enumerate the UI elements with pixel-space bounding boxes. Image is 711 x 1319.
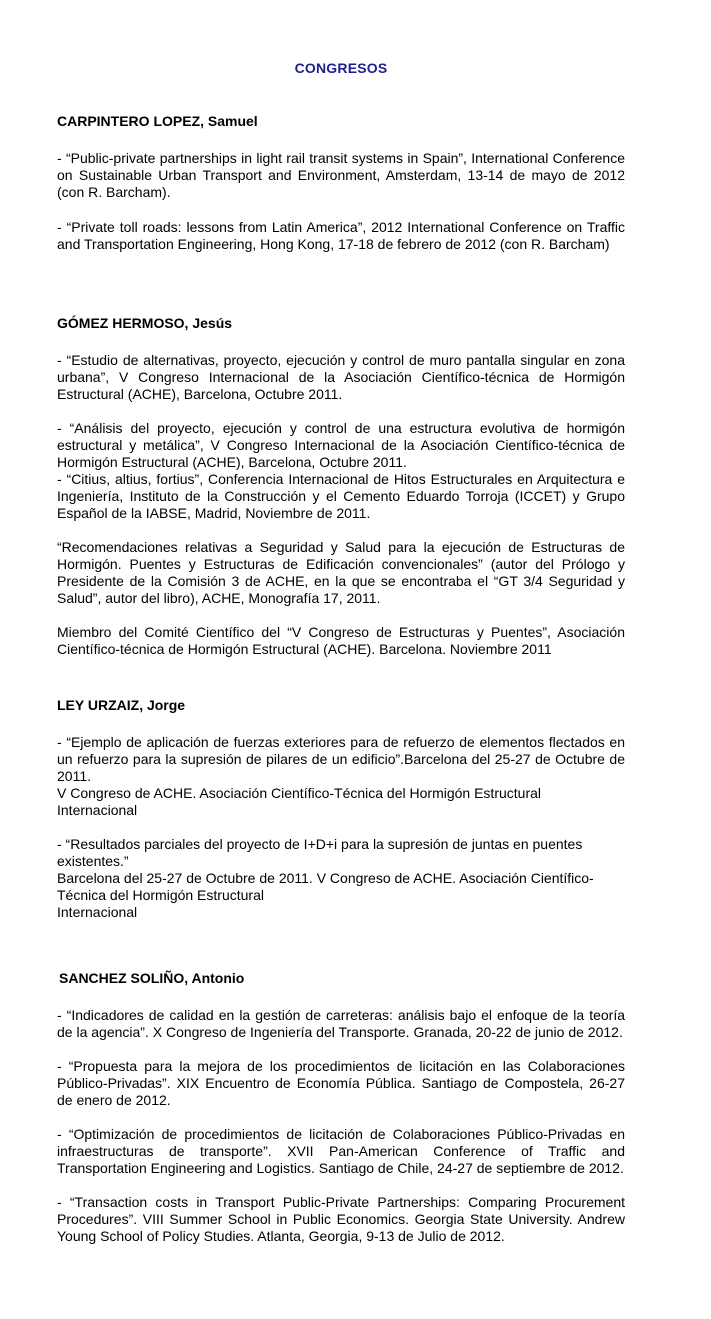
congress-entry: - “Transaction costs in Transport Public-Private Partnerships: Comparing Procurement Procedures”. VIII Summer School in Public Economics. Georgia State University. Andrew Young School of Policy Studies. Atlanta, Georgia, 9-13 de Julio de 2012. bbox=[57, 1194, 625, 1244]
author-name: SANCHEZ SOLIÑO, Antonio bbox=[59, 970, 245, 986]
congress-entry: - “Indicadores de calidad en la gestión de carreteras: análisis bajo el enfoque de la teoría de la agencia”. X Congreso de Ingeniería del Transporte. Granada, 20-22 de junio de 2012. bbox=[57, 1007, 625, 1040]
congress-entry: - “Resultados parciales del proyecto de I+D+i para la supresión de juntas en puentes existentes.” bbox=[57, 836, 583, 869]
congress-detail: V Congreso de ACHE. Asociación Científico-Técnica del Hormigón Estructural Internacional bbox=[57, 785, 541, 818]
congress-entry: - “Estudio de alternativas, proyecto, ejecución y control de muro pantalla singular en zona urbana”, V Congreso Internacional de la Asociación Científico-técnica de Hormigón Estructural (ACHE), Barcelona, Octubre 2011. bbox=[57, 352, 625, 402]
congress-detail: Internacional bbox=[57, 904, 138, 920]
section-carpintero bbox=[57, 113, 625, 270]
committee-entry: Miembro del Comité Científico del “V Congreso de Estructuras y Puentes”, Asociación Científico-técnica de Hormigón Estructural (ACHE). Barcelona. Noviembre 2011 bbox=[57, 624, 625, 657]
author-name: LEY URZAIZ, Jorge bbox=[57, 697, 186, 713]
congress-entry: - “Ejemplo de aplicación de fuerzas exteriores para de refuerzo de elementos flectados en un refuerzo para la supresión de pilares de un edificio”.Barcelona del 25-27 de Octubre de 2011. bbox=[57, 734, 625, 784]
congress-entry: - “Private toll roads: lessons from Latin America”, 2012 International Conference on Traffic and Transportation Engineering, Hong Kong, 17-18 de febrero de 2012 (con R. Barcham) bbox=[57, 219, 625, 252]
congress-entry: - “Public-private partnerships in light rail transit systems in Spain”, International Conference on Sustainable Urban Transport and Environment, Amsterdam, 13-14 de mayo de 2012 (con R. Barcham). bbox=[57, 150, 625, 200]
author-name: GÓMEZ HERMOSO, Jesús bbox=[57, 315, 233, 331]
congress-entry: - “Análisis del proyecto, ejecución y control de una estructura evolutiva de hormigón estructural y metálica”, V Congreso Internacional de la Asociación Científico-técnica de Hormigón Estructural (ACHE), Barcelona, Octubre 2011. bbox=[57, 420, 625, 470]
congress-entry: - “Optimización de procedimientos de licitación de Colaboraciones Público-Privadas en infraestructuras de transporte”. XVII Pan-American Conference of Traffic and Transportation Engineering and Logistics. Santiago de Chile, 24-27 de septiembre de 2012. bbox=[57, 1126, 625, 1176]
author-name: CARPINTERO LOPEZ, Samuel bbox=[57, 113, 258, 129]
congress-entry: - “Propuesta para la mejora de los procedimientos de licitación en las Colaboraciones Público-Privadas”. XIX Encuentro de Economía Pública. Santiago de Compostela, 26-27 de enero de 2012. bbox=[57, 1058, 625, 1108]
section-gomez bbox=[57, 315, 625, 675]
congress-entry: - “Citius, altius, fortius”, Conferencia Internacional de Hitos Estructurales en Arquitectura e Ingeniería, Instituto de la Construcción y el Cemento Eduardo Torroja (ICCET) y Grupo Español de la IABSE, Madrid, Noviembre de 2011. bbox=[57, 471, 625, 521]
section-ley bbox=[57, 697, 625, 938]
page-title: CONGRESOS bbox=[294, 60, 388, 76]
section-sanchez bbox=[57, 970, 625, 1262]
congress-detail: Barcelona del 25-27 de Octubre de 2011. V Congreso de ACHE. Asociación Científico-Técnica del Hormigón Estructural bbox=[57, 870, 594, 903]
publication-entry: “Recomendaciones relativas a Seguridad y Salud para la ejecución de Estructuras de Hormigón. Puentes y Estructuras de Edificación convencionales” (autor del Prólogo y Presidente de la Comisión 3 de ACHE, en la que se encontraba el “GT 3/4 Seguridad y Salud”, autor del libro), ACHE, Monografía 17, 2011. bbox=[57, 539, 625, 606]
